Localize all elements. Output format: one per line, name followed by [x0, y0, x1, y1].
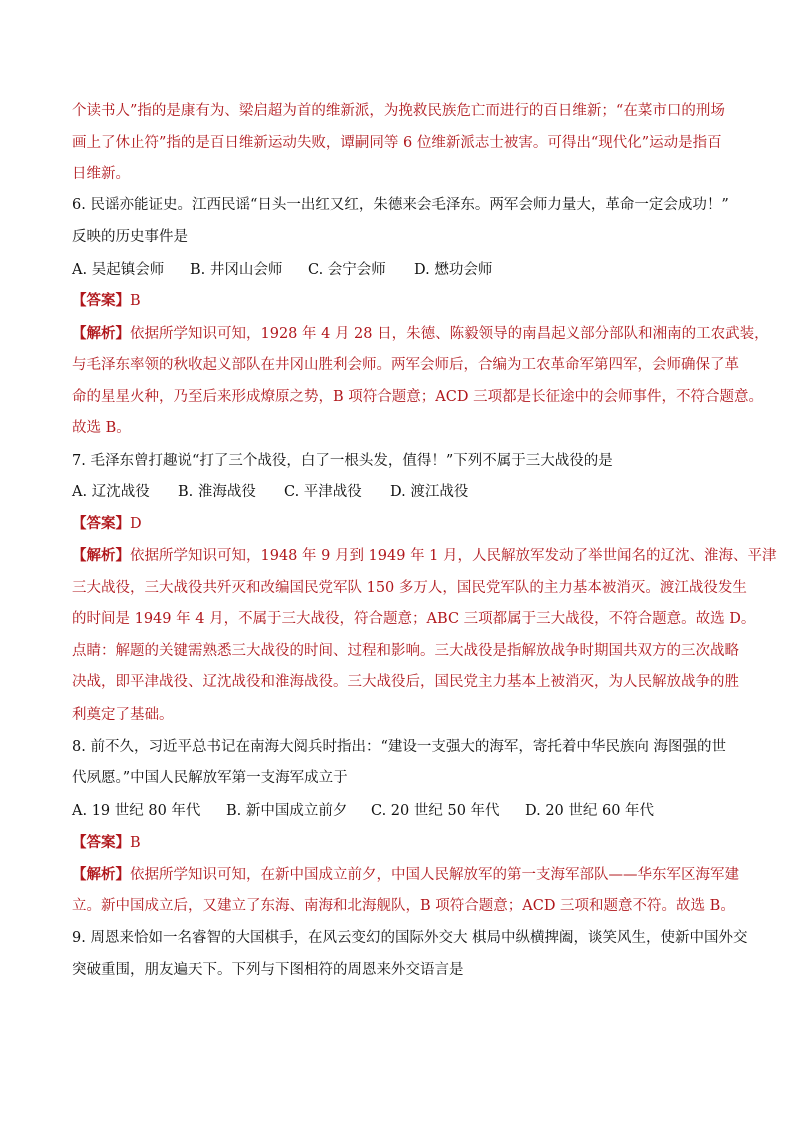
question-7-analysis — [72, 546, 777, 566]
question-6-stem: 反映的历史事件是 — [72, 229, 188, 245]
question-7-answer — [72, 514, 142, 534]
option-a: A. 辽沈战役 — [72, 484, 150, 500]
question-6-analysis: 命的星星火种，乃至后来形成燎原之势，B 项符合题意；ACD 三项都是长征途中的会师事件，不符合题意。 — [72, 389, 764, 405]
question-6-analysis: 与毛泽东率领的秋收起义部队在井冈山胜利会师。两军会师后，合编为工农革命军第四军，会师确保了革 — [72, 357, 739, 373]
question-6-answer — [72, 291, 141, 311]
question-8-analysis: 立。新中国成立后，又建立了东海、南海和北海舰队，B 项符合题意；ACD 三项和题意不符。故选 B。 — [72, 898, 735, 914]
option-d: D. 渡江战役 — [390, 484, 469, 500]
option-b: B. 淮海战役 — [178, 484, 256, 500]
analysis-label: 【解析】 — [72, 866, 130, 883]
analysis-text: 依据所学知识可知，1948 年 9 月到 1949 年 1 月，人民解放军发动了举世闻名的辽沈、淮海、平津 — [130, 548, 777, 564]
option-a: A. 19 世纪 80 年代 — [72, 803, 201, 819]
question-8-stem: 8. 前不久，习近平总书记在南海大阅兵时指出：“建设一支强大的海军，寄托着中华民族向 海图强的世 — [72, 739, 726, 755]
analysis-continuation-line: 个读书人”指的是康有为、梁启超为首的维新派，为挽救民族危亡而进行的百日维新；“在菜市口的刑场 — [72, 103, 725, 119]
option-b: B. 井冈山会师 — [190, 262, 283, 278]
answer-label: 【答案】 — [72, 292, 130, 309]
question-7-note: 利奠定了基础。 — [72, 707, 174, 723]
question-8-analysis — [72, 865, 739, 885]
question-6-analysis — [72, 324, 769, 344]
option-d: D. 懋功会师 — [414, 262, 493, 278]
question-7-analysis: 的时间是 1949 年 4 月，不属于三大战役，符合题意；ABC 三项都属于三大战役，不符合题意。故选 D。 — [72, 611, 756, 627]
analysis-label: 【解析】 — [72, 547, 130, 564]
option-c: C. 会宁会师 — [308, 262, 386, 278]
option-a: A. 吴起镇会师 — [72, 262, 165, 278]
question-9-stem: 9. 周恩来恰如一名睿智的大国棋手，在风云变幻的国际外交大 棋局中纵横捭阖，谈笑风生，使新中国外交 — [72, 930, 748, 946]
question-7-note: 决战，即平津战役、辽沈战役和淮海战役。三大战役后，国民党主力基本上被消灭，为人民解放战争的胜 — [72, 674, 739, 690]
question-9-stem: 突破重围，朋友遍天下。下列与下图相符的周恩来外交语言是 — [72, 962, 464, 978]
answer-value: D — [130, 516, 142, 532]
answer-label: 【答案】 — [72, 834, 130, 851]
question-7-analysis: 三大战役，三大战役共歼灭和改编国民党军队 150 多万人，国民党军队的主力基本被消灭。渡江战役发生 — [72, 580, 747, 596]
question-8-stem: 代夙愿。”中国人民解放军第一支海军成立于 — [72, 770, 348, 786]
option-d: D. 20 世纪 60 年代 — [525, 803, 655, 819]
analysis-label: 【解析】 — [72, 325, 130, 342]
answer-label: 【答案】 — [72, 515, 130, 532]
question-7-stem: 7. 毛泽东曾打趣说“打了三个战役，白了一根头发，值得！”下列不属于三大战役的是 — [72, 453, 613, 469]
question-7-note: 点睛：解题的关键需熟悉三大战役的时间、过程和影响。三大战役是指解放战争时期国共双方的三次战略 — [72, 643, 739, 659]
analysis-continuation-line: 画上了休止符”指的是百日维新运动失败，谭嗣同等 6 位维新派志士被害。可得出“现代化”运动是指百 — [72, 135, 722, 151]
option-c: C. 平津战役 — [284, 484, 362, 500]
option-c: C. 20 世纪 50 年代 — [371, 803, 500, 819]
answer-value: B — [130, 835, 141, 851]
analysis-text: 依据所学知识可知，在新中国成立前夕，中国人民解放军的第一支海军部队——华东军区海军建 — [130, 867, 739, 883]
question-6-options — [72, 260, 492, 280]
analysis-continuation-line: 日维新。 — [72, 166, 130, 182]
question-8-options — [72, 801, 654, 821]
question-6-analysis: 故选 B。 — [72, 420, 131, 436]
answer-value: B — [130, 293, 141, 309]
question-8-answer — [72, 833, 141, 853]
option-b: B. 新中国成立前夕 — [226, 803, 348, 819]
analysis-text: 依据所学知识可知，1928 年 4 月 28 日，朱德、陈毅领导的南昌起义部分部队和湘南的工农武装， — [130, 326, 769, 342]
question-6-stem: 6. 民谣亦能证史。江西民谣“日头一出红又红，朱德来会毛泽东。两军会师力量大，革命一定会成功！” — [72, 197, 729, 213]
question-7-options — [72, 482, 468, 502]
